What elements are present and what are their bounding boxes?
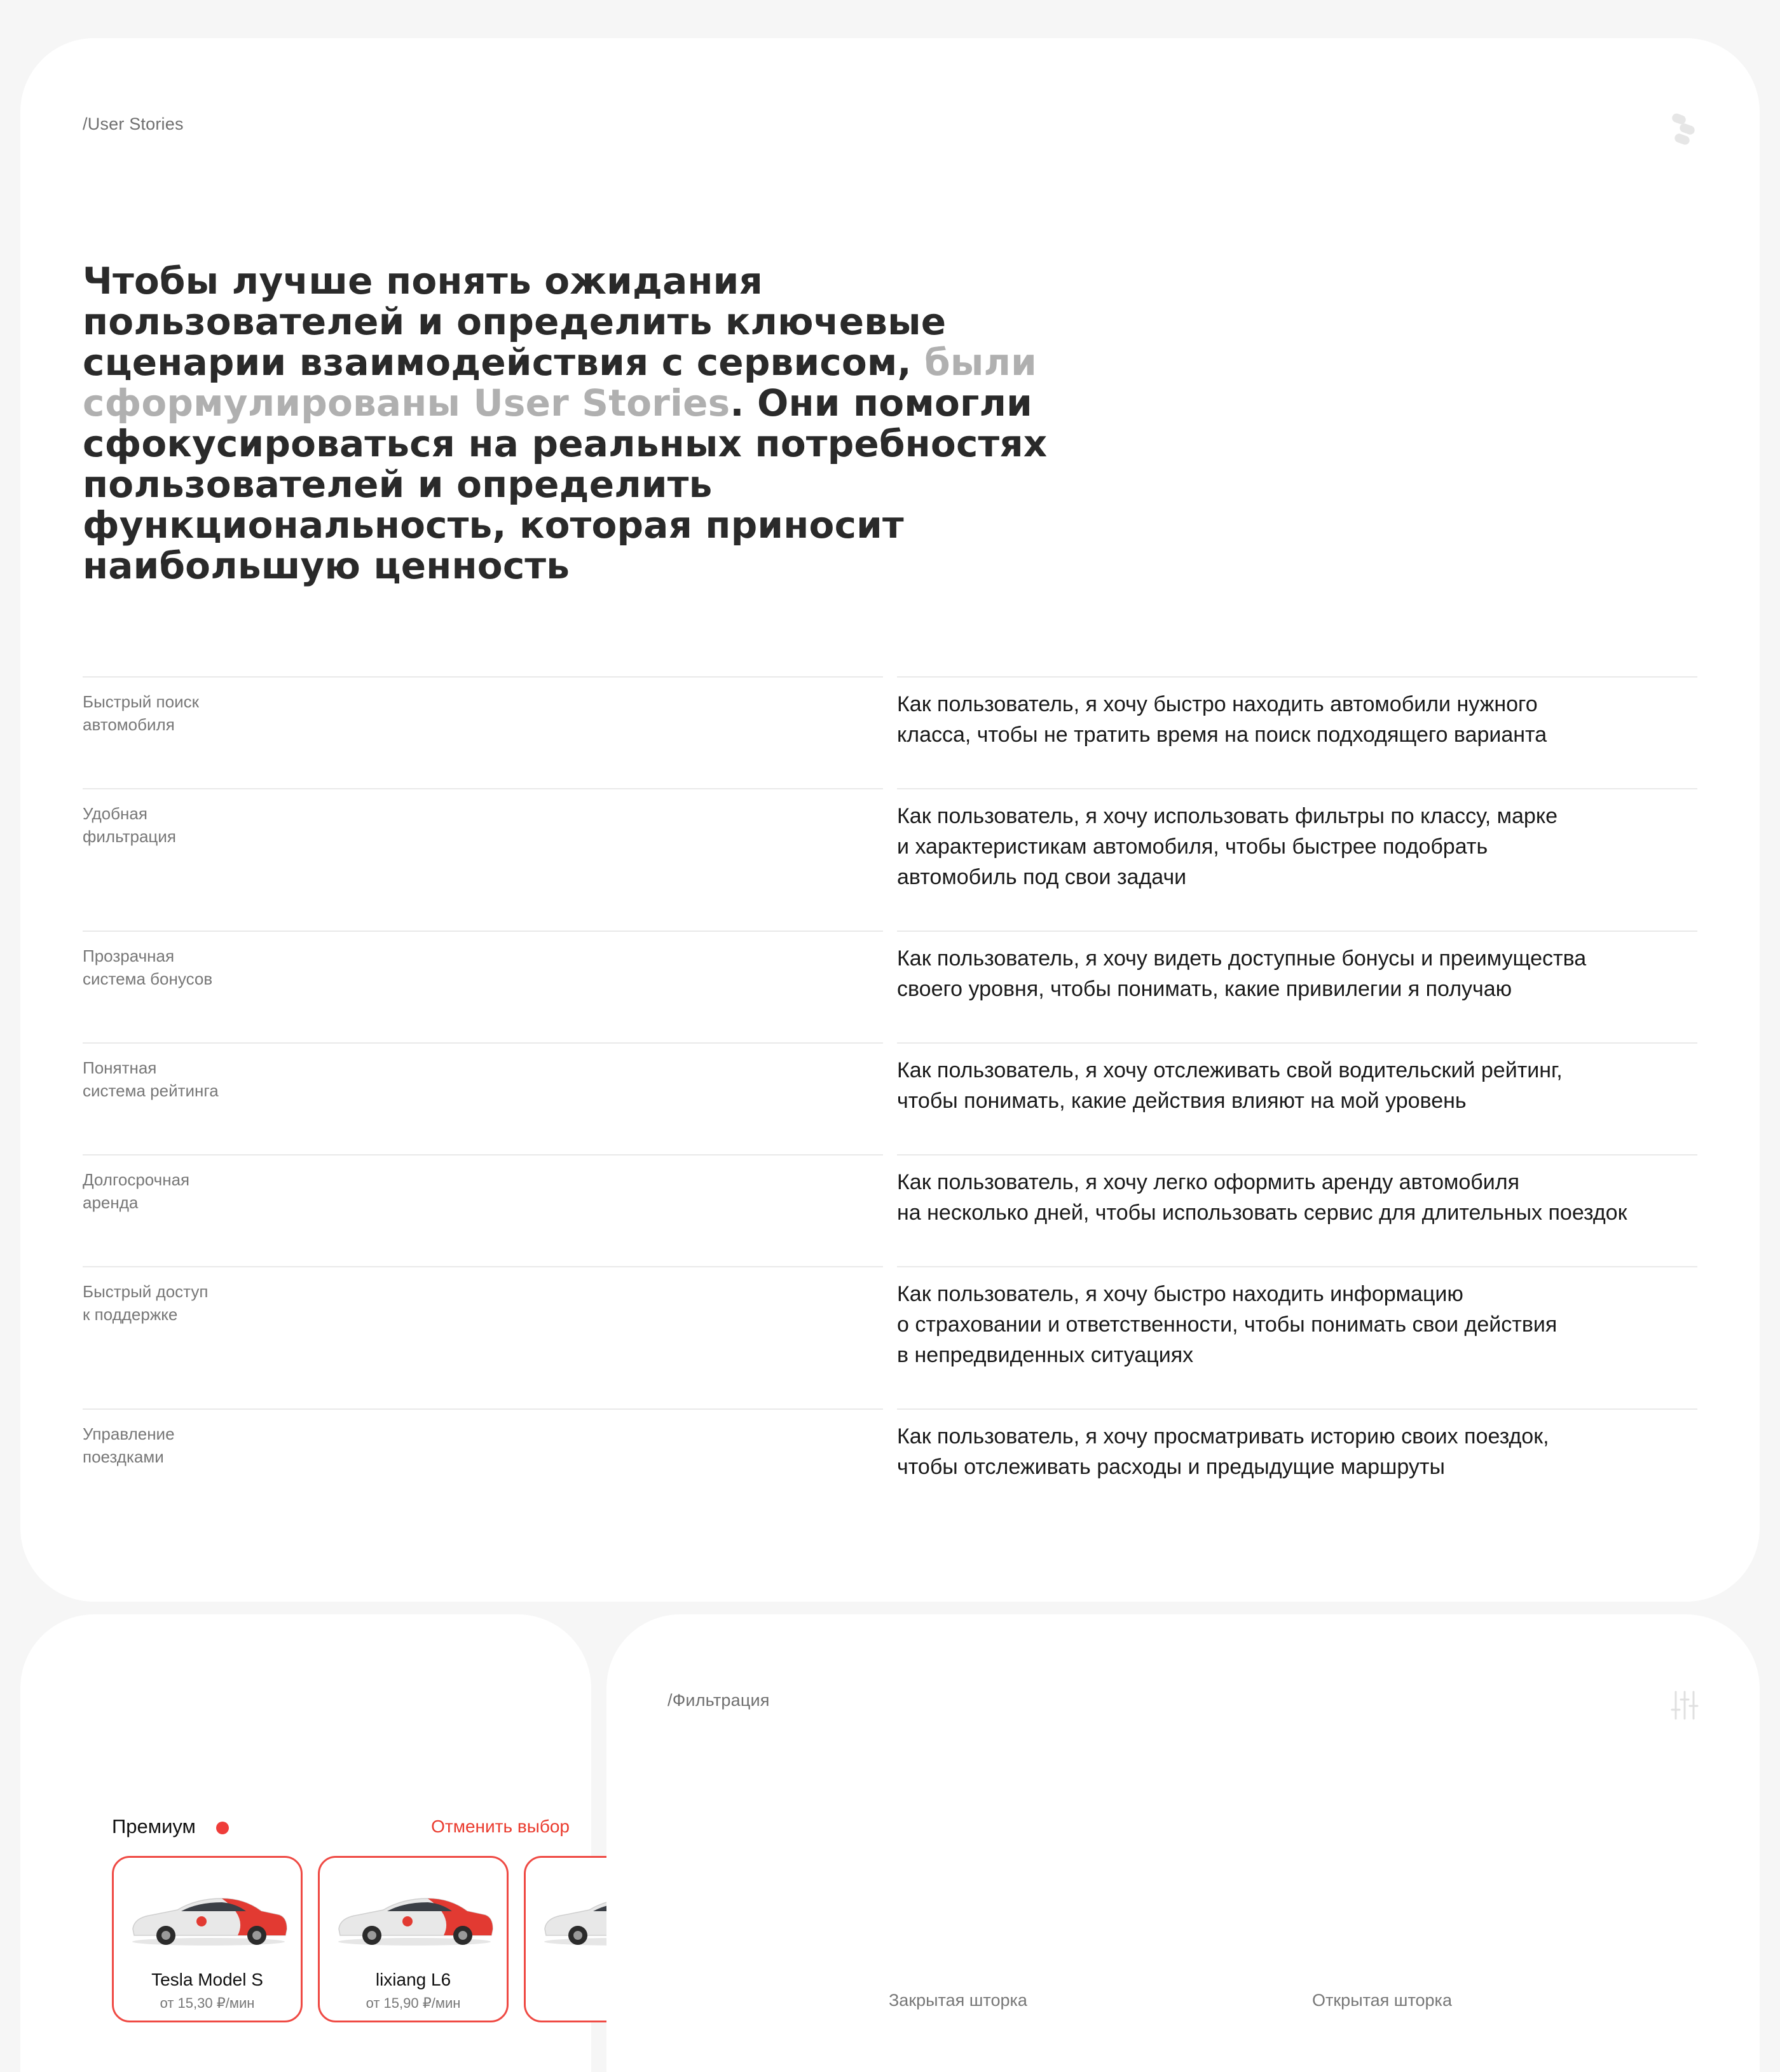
story-text bbox=[897, 1042, 1697, 1154]
story-text-line: о страховании и ответственности, чтобы понимать свои действия bbox=[897, 1312, 1558, 1337]
car-option-card[interactable] bbox=[318, 1856, 509, 2022]
story-label-line: к поддержке bbox=[83, 1305, 178, 1324]
story-text-line: автомобиль под свои задачи bbox=[897, 865, 1187, 889]
story-row bbox=[83, 1408, 1697, 1520]
car-image bbox=[127, 1885, 291, 1948]
premium-title: Премиум bbox=[112, 1815, 196, 1837]
story-text-line: Как пользователь, я хочу легко оформить аренду автомобиля bbox=[897, 1170, 1520, 1194]
premium-preview-card bbox=[20, 1614, 591, 2072]
story-row bbox=[83, 1042, 1697, 1154]
story-text-line: Как пользователь, я хочу быстро находить автомобили нужного bbox=[897, 692, 1538, 716]
story-label bbox=[83, 1408, 883, 1520]
story-text-line: Как пользователь, я хочу видеть доступные бонусы и преимущества bbox=[897, 946, 1587, 971]
car-image bbox=[332, 1885, 496, 1948]
story-label-line: Прозрачная bbox=[83, 946, 175, 965]
story-text-line: Как пользователь, я хочу просматривать историю своих поездок, bbox=[897, 1424, 1549, 1448]
story-label-line: Управление bbox=[83, 1424, 175, 1443]
intro-text-1: Чтобы лучше понять ожидания пользователей и определить ключевые сценарии взаимодействия с сервисом, bbox=[83, 259, 947, 384]
intro-heading bbox=[83, 261, 1074, 586]
story-row bbox=[83, 1266, 1697, 1408]
story-row bbox=[83, 1154, 1697, 1266]
cancel-selection-link[interactable]: Отменить выбор bbox=[431, 1816, 570, 1836]
story-text-line: класса, чтобы не тратить время на поиск подходящего варианта bbox=[897, 723, 1547, 747]
story-label-line: система бонусов bbox=[83, 969, 213, 988]
story-text bbox=[897, 1408, 1697, 1520]
story-label-line: автомобиля bbox=[83, 715, 175, 734]
section-crumb: /Фильтрация bbox=[668, 1691, 770, 1710]
story-row bbox=[83, 930, 1697, 1042]
story-row bbox=[83, 676, 1697, 788]
car-name: lixiang L6 bbox=[375, 1970, 451, 1989]
story-text bbox=[897, 1266, 1697, 1408]
story-text bbox=[897, 788, 1697, 930]
story-label-line: Быстрый поиск bbox=[83, 692, 199, 711]
story-label-line: Удобная bbox=[83, 804, 147, 823]
story-text bbox=[897, 1154, 1697, 1266]
section-crumb: /User Stories bbox=[83, 114, 184, 133]
story-text-line: чтобы понимать, какие действия влияют на мой уровень bbox=[897, 1089, 1467, 1113]
story-label-line: система рейтинга bbox=[83, 1081, 219, 1100]
car-name: Tesla Model S bbox=[151, 1970, 263, 1989]
story-label-line: поездками bbox=[83, 1447, 164, 1466]
open-sheet-label: Открытая шторка bbox=[1312, 1991, 1452, 2010]
story-label-line: фильтрация bbox=[83, 827, 176, 846]
car-carousel[interactable] bbox=[112, 1856, 591, 2028]
logo-mark-icon bbox=[1671, 113, 1699, 146]
story-row bbox=[83, 788, 1697, 930]
user-stories-list bbox=[83, 676, 1697, 1520]
filtering-card bbox=[606, 1614, 1760, 2072]
car-price: от 15,90 ₽/мин bbox=[366, 1995, 461, 2011]
story-label-line: аренда bbox=[83, 1193, 139, 1212]
story-label bbox=[83, 676, 883, 788]
story-text bbox=[897, 676, 1697, 788]
story-text-line: в непредвиденных ситуациях bbox=[897, 1343, 1194, 1367]
car-option-card[interactable] bbox=[112, 1856, 303, 2022]
story-label-line: Понятная bbox=[83, 1058, 157, 1077]
story-text-line: Как пользователь, я хочу отслеживать свой водительский рейтинг, bbox=[897, 1058, 1563, 1082]
story-label bbox=[83, 788, 883, 930]
intro-text-highlight: были сформулированы User Stories bbox=[83, 341, 1037, 425]
story-label-line: Быстрый доступ bbox=[83, 1282, 209, 1301]
story-text bbox=[897, 930, 1697, 1042]
story-label bbox=[83, 1042, 883, 1154]
story-text-line: Как пользователь, я хочу использовать фильтры по классу, марке bbox=[897, 804, 1558, 828]
intro-text-2: . Они помогли сфокусироваться на реальных потребностях пользователей и определить функциональность, которая приносит наибольшую ценность bbox=[83, 381, 1048, 587]
sliders-icon bbox=[1671, 1689, 1699, 1721]
premium-header bbox=[112, 1815, 570, 1843]
user-stories-card bbox=[20, 38, 1760, 1602]
story-label bbox=[83, 1154, 883, 1266]
story-label bbox=[83, 930, 883, 1042]
story-label-line: Долгосрочная bbox=[83, 1170, 190, 1189]
story-text-line: и характеристикам автомобиля, чтобы быстрее подобрать bbox=[897, 835, 1488, 859]
story-text-line: Как пользователь, я хочу быстро находить информацию bbox=[897, 1282, 1463, 1306]
story-text-line: своего уровня, чтобы понимать, какие привилегии я получаю bbox=[897, 977, 1512, 1001]
car-price: от 15,30 ₽/мин bbox=[160, 1995, 255, 2011]
story-text-line: на несколько дней, чтобы использовать сервис для длительных поездок bbox=[897, 1201, 1627, 1225]
story-label bbox=[83, 1266, 883, 1408]
status-dot bbox=[216, 1822, 229, 1834]
closed-sheet-label: Закрытая шторка bbox=[889, 1991, 1027, 2010]
story-text-line: чтобы отслеживать расходы и предыдущие маршруты bbox=[897, 1455, 1445, 1479]
